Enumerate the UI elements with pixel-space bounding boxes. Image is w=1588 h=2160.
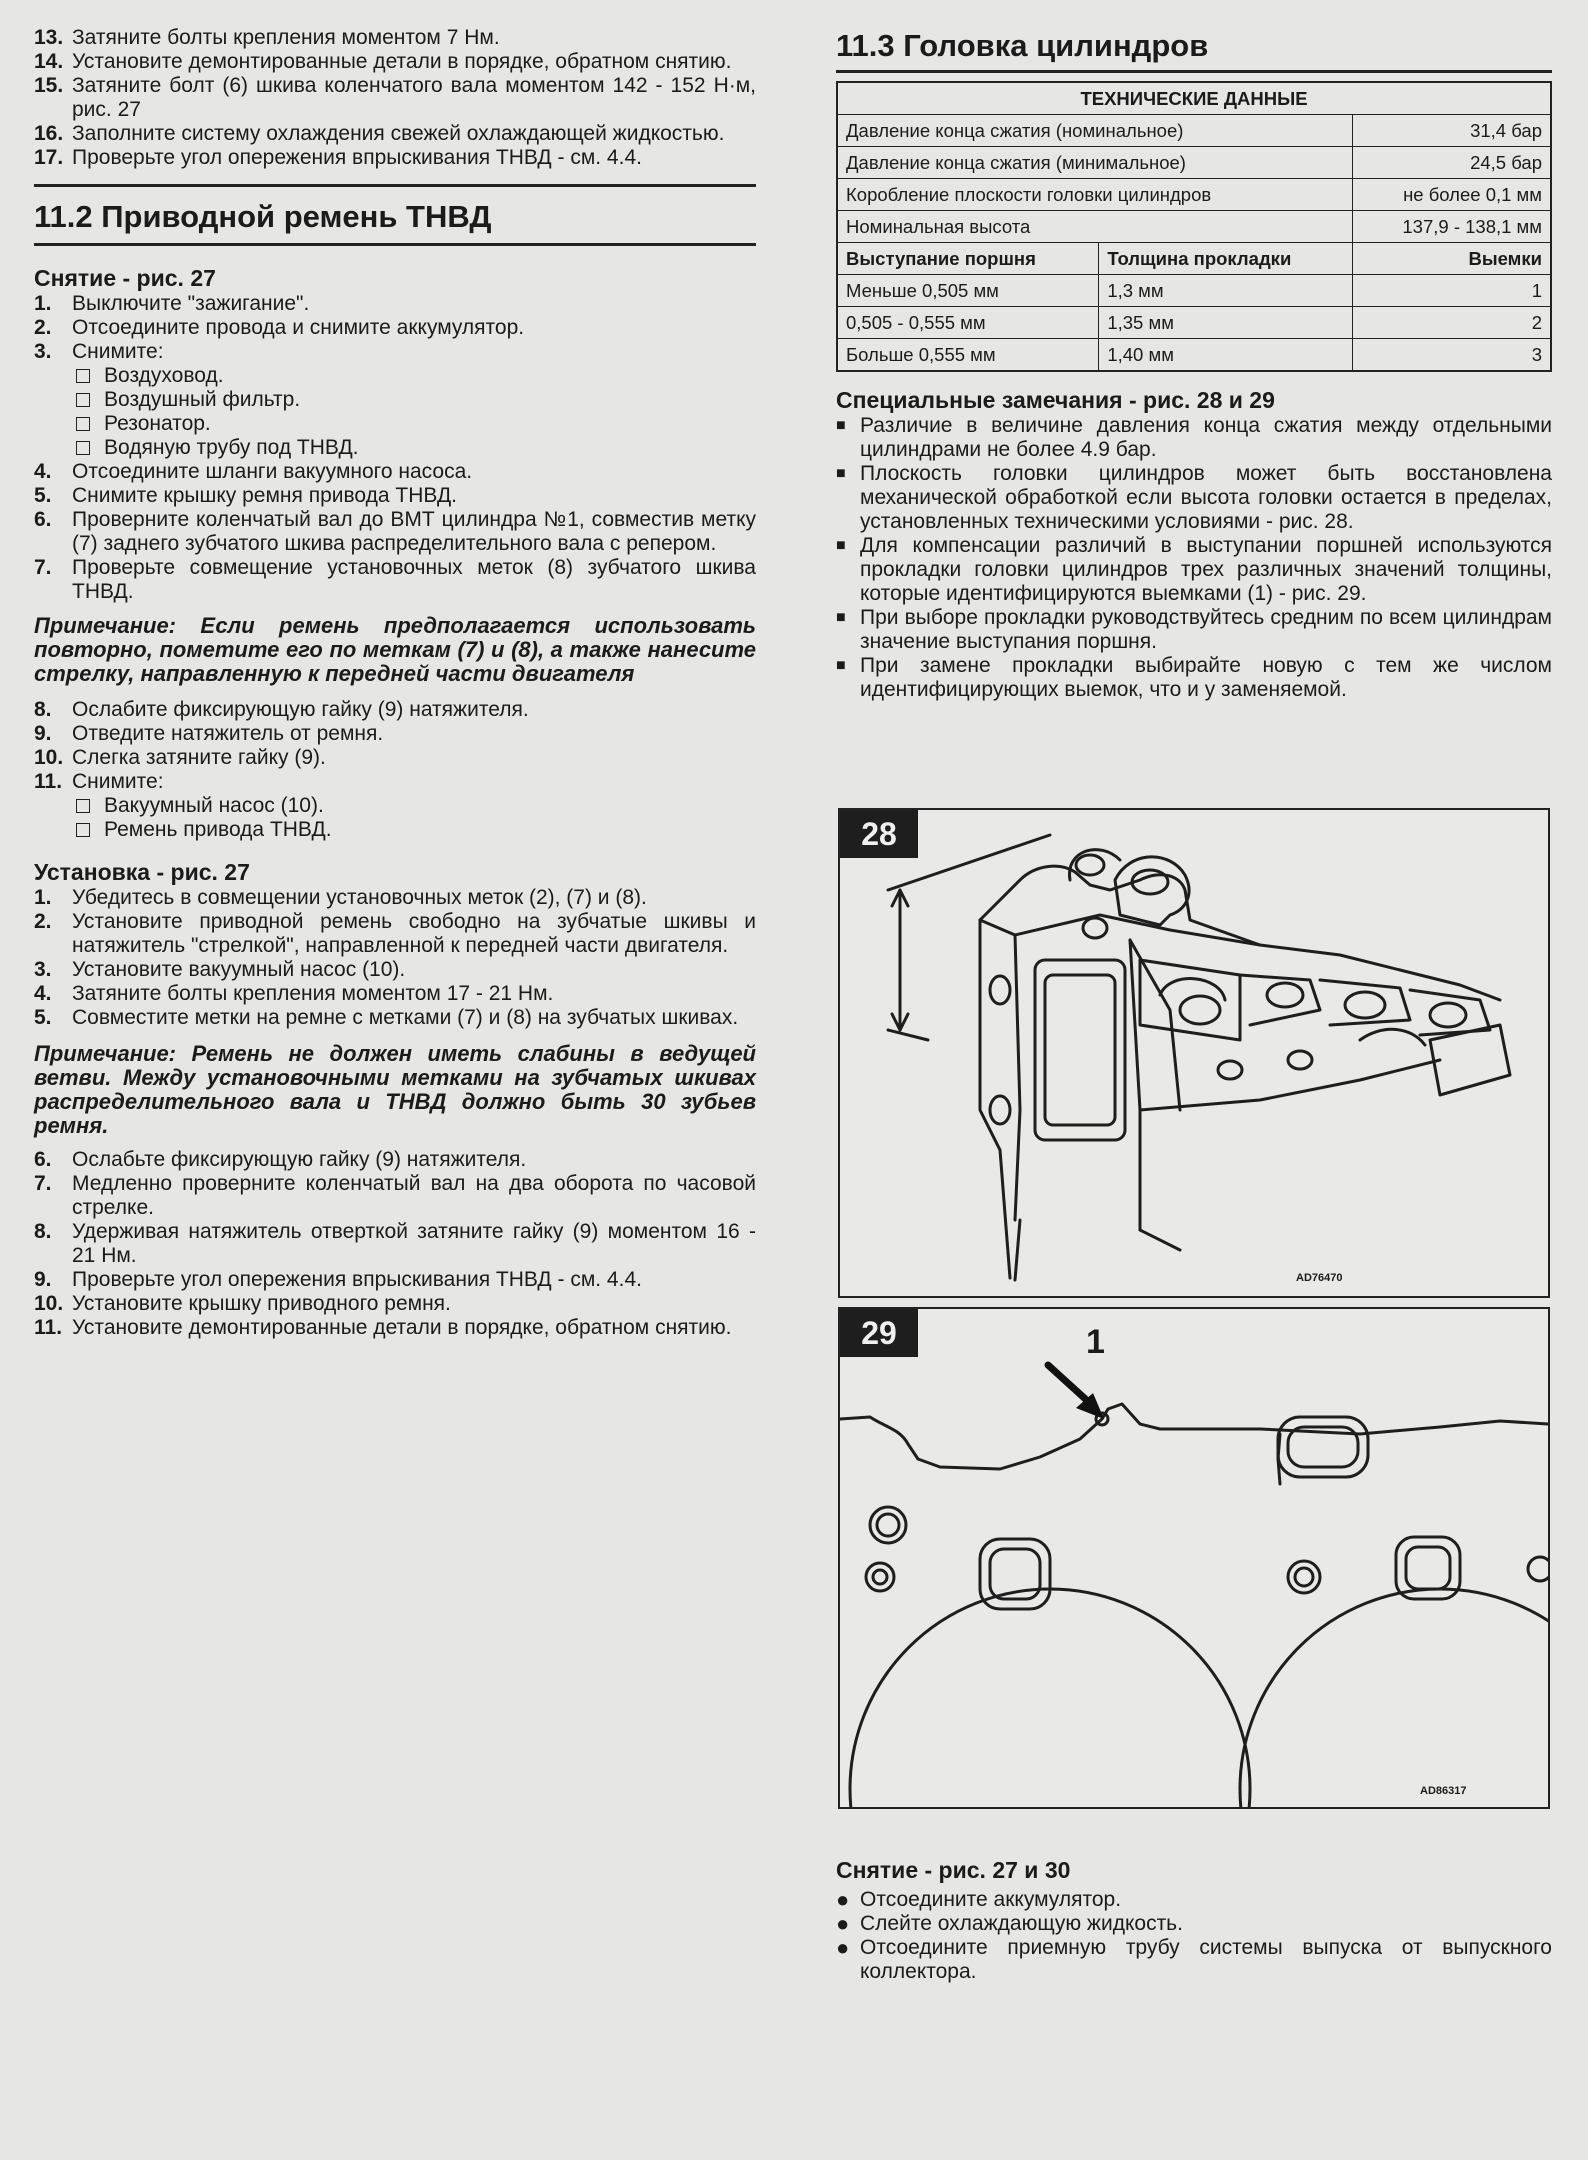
- spec-value: не более 0,1 мм: [1353, 179, 1551, 211]
- step-item: [34, 886, 756, 910]
- bullet-item: [836, 414, 1552, 462]
- step-item: [34, 122, 756, 146]
- gasket-row: [837, 339, 1551, 372]
- step-item: [34, 26, 756, 50]
- gasket-thickness: 1,35 мм: [1099, 307, 1353, 339]
- right-bottom: [836, 1856, 1552, 1984]
- sub-item-text: Водяную трубу под ТНВД.: [104, 436, 359, 459]
- remarks-heading: Специальные замечания - рис. 28 и 29: [836, 387, 1275, 413]
- square-bullet-icon: ■: [836, 537, 846, 554]
- step-item: [34, 1006, 756, 1030]
- spec-row: [837, 115, 1551, 147]
- round-bullet-icon: ●: [836, 1887, 850, 1912]
- step-text: Проверьте совмещение установочных меток (8) зубчатого шкива ТНВД.: [72, 556, 756, 603]
- square-bullet-icon: ■: [836, 657, 846, 674]
- gasket-thickness: 1,3 мм: [1099, 275, 1353, 307]
- sub-item-text: Вакуумный насос (10).: [104, 794, 324, 817]
- technical-data-table: [836, 81, 1552, 372]
- step-text: Установите демонтированные детали в порядке, обратном снятию.: [72, 1316, 732, 1339]
- removal-items-list: [836, 1888, 1552, 1984]
- bullet-text: Отсоедините приемную трубу системы выпуска от выпускного коллектора.: [860, 1936, 1552, 1983]
- step-item: [34, 316, 756, 340]
- bullet-text: Различие в величине давления конца сжатия между отдельными цилиндрами не более 4.9 бар.: [860, 414, 1552, 461]
- removal-sublist: [34, 794, 756, 842]
- section-rule: [34, 243, 756, 246]
- sub-item: [76, 388, 756, 412]
- install-steps: [34, 886, 756, 1030]
- bullet-item: [836, 606, 1552, 654]
- step-item: [34, 746, 756, 770]
- spec-label: Коробление плоскости головки цилиндров: [837, 179, 1353, 211]
- gasket-notches: 3: [1353, 339, 1551, 372]
- step-text: Ослабьте фиксирующую гайку (9) натяжителя.: [72, 1148, 527, 1171]
- step-number: 3.: [34, 340, 52, 363]
- step-number: 5.: [34, 484, 52, 507]
- step-text: Снимите:: [72, 340, 164, 363]
- step-number: 11.: [34, 1316, 63, 1339]
- note-belt-slack: Примечание: Ремень не должен иметь слабины в ведущей ветви. Между установочными метками на зубчатых шкивах распределительного вала и ТНВД должно быть 30 зубьев ремня.: [34, 1041, 756, 1138]
- install-steps: [34, 1148, 756, 1340]
- step-text: Отведите натяжитель от ремня.: [72, 722, 384, 745]
- step-text: Снимите:: [72, 770, 164, 793]
- step-number: 6.: [34, 508, 52, 531]
- step-item: [34, 958, 756, 982]
- round-bullet-icon: ●: [836, 1911, 850, 1936]
- spec-value: 31,4 бар: [1353, 115, 1551, 147]
- step-number: 2.: [34, 316, 52, 339]
- step-item: [34, 982, 756, 1006]
- step-number: 2.: [34, 910, 52, 933]
- step-number: 8.: [34, 1220, 52, 1243]
- removal-heading: Снятие - рис. 27: [34, 265, 216, 291]
- step-item: [34, 340, 756, 364]
- step-text: Затяните болты крепления моментом 17 - 21 Нм.: [72, 982, 554, 1005]
- step-item: [34, 698, 756, 722]
- step-item: [34, 508, 756, 556]
- removal-steps: [34, 460, 756, 604]
- sub-item-text: Резонатор.: [104, 412, 211, 435]
- step-item: [34, 50, 756, 74]
- install-heading: Установка - рис. 27: [34, 859, 250, 885]
- step-number: 8.: [34, 698, 52, 721]
- spec-label: Номинальная высота: [837, 211, 1353, 243]
- spec-row: [837, 211, 1551, 243]
- sub-item: [76, 412, 756, 436]
- checkbox-square-icon: [76, 369, 90, 383]
- figure-28-label: 28: [840, 810, 918, 858]
- step-number: 16.: [34, 122, 64, 145]
- figure-28-code: AD76470: [1296, 1272, 1343, 1284]
- step-number: 11.: [34, 770, 63, 793]
- spec-value: 24,5 бар: [1353, 147, 1551, 179]
- bullet-text: Слейте охлаждающую жидкость.: [860, 1912, 1183, 1935]
- step-number: 9.: [34, 1268, 52, 1291]
- step-text: Проверьте угол опережения впрыскивания ТНВД - см. 4.4.: [72, 1268, 642, 1291]
- step-number: 5.: [34, 1006, 52, 1029]
- step-item: [34, 1220, 756, 1268]
- intro-steps-list: [34, 26, 756, 170]
- round-bullet-icon: ●: [836, 1935, 850, 1960]
- bullet-text: Плоскость головки цилиндров может быть восстановлена механической обработкой если высота головки остается в пределах, установленных техническими условиями - рис. 28.: [860, 462, 1552, 533]
- step-number: 10.: [34, 746, 64, 769]
- step-item: [34, 722, 756, 746]
- step-text: Отсоедините шланги вакуумного насоса.: [72, 460, 473, 483]
- removal-sublist: [34, 364, 756, 460]
- sub-item-text: Воздуховод.: [104, 364, 224, 387]
- step-number: 13.: [34, 26, 64, 49]
- step-number: 1.: [34, 292, 52, 315]
- square-bullet-icon: ■: [836, 417, 846, 434]
- step-number: 9.: [34, 722, 52, 745]
- sub-item: [76, 794, 756, 818]
- section-title-belt: 11.2 Приводной ремень ТНВД: [34, 199, 492, 234]
- step-number: 1.: [34, 886, 52, 909]
- step-item: [34, 1148, 756, 1172]
- gasket-protrusion: Меньше 0,505 мм: [837, 275, 1099, 307]
- figure-29-callout: 1: [1086, 1323, 1105, 1361]
- step-item: [34, 1292, 756, 1316]
- step-text: Снимите крышку ремня привода ТНВД.: [72, 484, 458, 507]
- checkbox-square-icon: [76, 393, 90, 407]
- bullet-item: [836, 654, 1552, 702]
- gasket-notches: 1: [1353, 275, 1551, 307]
- note-belt-reuse: Примечание: Если ремень предполагается использовать повторно, пометите его по меткам (7) и (8), а также нанесите стрелку, направленную к передней части двигателя: [34, 613, 756, 686]
- bullet-text: При замене прокладки выбирайте новую с тем же числом идентифицирующих выемок, что и у заменяемой.: [860, 654, 1552, 701]
- checkbox-square-icon: [76, 417, 90, 431]
- step-number: 4.: [34, 460, 52, 483]
- step-text: Убедитесь в совмещении установочных меток (2), (7) и (8).: [72, 886, 647, 909]
- checkbox-square-icon: [76, 823, 90, 837]
- step-item: [34, 74, 756, 122]
- figure-29-label: 29: [840, 1309, 918, 1357]
- gasket-protrusion: Больше 0,555 мм: [837, 339, 1099, 372]
- step-item: [34, 1268, 756, 1292]
- step-item: [34, 484, 756, 508]
- step-number: 3.: [34, 958, 52, 981]
- step-number: 17.: [34, 146, 64, 169]
- step-item: [34, 1316, 756, 1340]
- step-text: Заполните систему охлаждения свежей охлаждающей жидкостью.: [72, 122, 725, 145]
- step-item: [34, 770, 756, 794]
- step-item: [34, 556, 756, 604]
- gasket-header-cell: Выступание поршня: [837, 243, 1099, 275]
- step-item: [34, 460, 756, 484]
- gasket-header-row: [837, 243, 1551, 275]
- section-rule: [34, 184, 756, 187]
- sub-item-text: Ремень привода ТНВД.: [104, 818, 332, 841]
- sub-item: [76, 436, 756, 460]
- gasket-header-cell: Толщина прокладки: [1099, 243, 1353, 275]
- head-gasket-drawing: [840, 1309, 1548, 1807]
- removal-heading-head: Снятие - рис. 27 и 30: [836, 1857, 1071, 1883]
- step-number: 10.: [34, 1292, 64, 1315]
- checkbox-square-icon: [76, 441, 90, 455]
- step-text: Установите приводной ремень свободно на зубчатые шкивы и натяжитель "стрелкой", направленной к передней части двигателя.: [72, 910, 756, 957]
- figure-29-code: AD86317: [1420, 1785, 1467, 1797]
- bullet-item: [836, 462, 1552, 534]
- spec-row: [837, 147, 1551, 179]
- sub-item-text: Воздушный фильтр.: [104, 388, 301, 411]
- step-text: Установите вакуумный насос (10).: [72, 958, 406, 981]
- bullet-text: При выборе прокладки руководствуйтесь средним по всем цилиндрам значение выступания поршня.: [860, 606, 1552, 653]
- step-text: Установите демонтированные детали в порядке, обратном снятию.: [72, 50, 732, 73]
- cylinder-head-height-drawing: [840, 810, 1548, 1296]
- bullet-text: Отсоедините аккумулятор.: [860, 1888, 1122, 1911]
- section-rule: [836, 70, 1552, 73]
- bullet-item: [836, 1936, 1552, 1984]
- step-text: Затяните болт (6) шкива коленчатого вала моментом 142 - 152 Н·м, рис. 27: [72, 74, 756, 121]
- step-text: Выключите "зажигание".: [72, 292, 310, 315]
- step-text: Удерживая натяжитель отверткой затяните гайку (9) моментом 16 - 21 Нм.: [72, 1220, 756, 1267]
- step-text: Отсоедините провода и снимите аккумулятор.: [72, 316, 525, 339]
- step-text: Совместите метки на ремне с метками (7) и (8) на зубчатых шкивах.: [72, 1006, 739, 1029]
- sub-item: [76, 364, 756, 388]
- gasket-row: [837, 307, 1551, 339]
- step-number: 4.: [34, 982, 52, 1005]
- step-text: Слегка затяните гайку (9).: [72, 746, 326, 769]
- table-title: ТЕХНИЧЕСКИЕ ДАННЫЕ: [837, 82, 1551, 115]
- step-item: [34, 910, 756, 958]
- left-column: [34, 0, 756, 1340]
- square-bullet-icon: ■: [836, 609, 846, 626]
- step-number: 7.: [34, 556, 52, 579]
- gasket-protrusion: 0,505 - 0,555 мм: [837, 307, 1099, 339]
- step-number: 15.: [34, 74, 64, 97]
- sub-item: [76, 818, 756, 842]
- gasket-notches: 2: [1353, 307, 1551, 339]
- checkbox-square-icon: [76, 799, 90, 813]
- section-title-cylinder-head: 11.3 Головка цилиндров: [836, 28, 1209, 63]
- step-text: Медленно проверните коленчатый вал на два оборота по часовой стрелке.: [72, 1172, 756, 1219]
- step-number: 14.: [34, 50, 64, 73]
- step-item: [34, 292, 756, 316]
- bullet-text: Для компенсации различий в выступании поршней используются прокладки головки цилиндров трех различных значений толщины, которые идентифицируются выемками (1) - рис. 29.: [860, 534, 1552, 605]
- step-item: [34, 1172, 756, 1220]
- step-number: 7.: [34, 1172, 52, 1195]
- step-text: Проверьте угол опережения впрыскивания ТНВД - см. 4.4.: [72, 146, 642, 169]
- step-text: Проверните коленчатый вал до ВМТ цилиндра №1, совместив метку (7) заднего зубчатого шкива распределительного вала с репером.: [72, 508, 756, 555]
- bullet-item: [836, 1888, 1552, 1912]
- spec-value: 137,9 - 138,1 мм: [1353, 211, 1551, 243]
- right-column: [836, 0, 1552, 702]
- removal-steps: [34, 292, 756, 364]
- spec-label: Давление конца сжатия (номинальное): [837, 115, 1353, 147]
- remarks-list: [836, 414, 1552, 702]
- bullet-item: [836, 534, 1552, 606]
- spec-label: Давление конца сжатия (минимальное): [837, 147, 1353, 179]
- step-item: [34, 146, 756, 170]
- step-text: Ослабите фиксирующую гайку (9) натяжителя.: [72, 698, 529, 721]
- step-text: Установите крышку приводного ремня.: [72, 1292, 451, 1315]
- square-bullet-icon: ■: [836, 465, 846, 482]
- step-text: Затяните болты крепления моментом 7 Нм.: [72, 26, 500, 49]
- step-number: 6.: [34, 1148, 52, 1171]
- spec-row: [837, 179, 1551, 211]
- figure-28: [838, 808, 1550, 1298]
- gasket-header-cell: Выемки: [1353, 243, 1551, 275]
- bullet-item: [836, 1912, 1552, 1936]
- figure-29: [838, 1307, 1550, 1809]
- removal-steps: [34, 698, 756, 794]
- gasket-thickness: 1,40 мм: [1099, 339, 1353, 372]
- gasket-row: [837, 275, 1551, 307]
